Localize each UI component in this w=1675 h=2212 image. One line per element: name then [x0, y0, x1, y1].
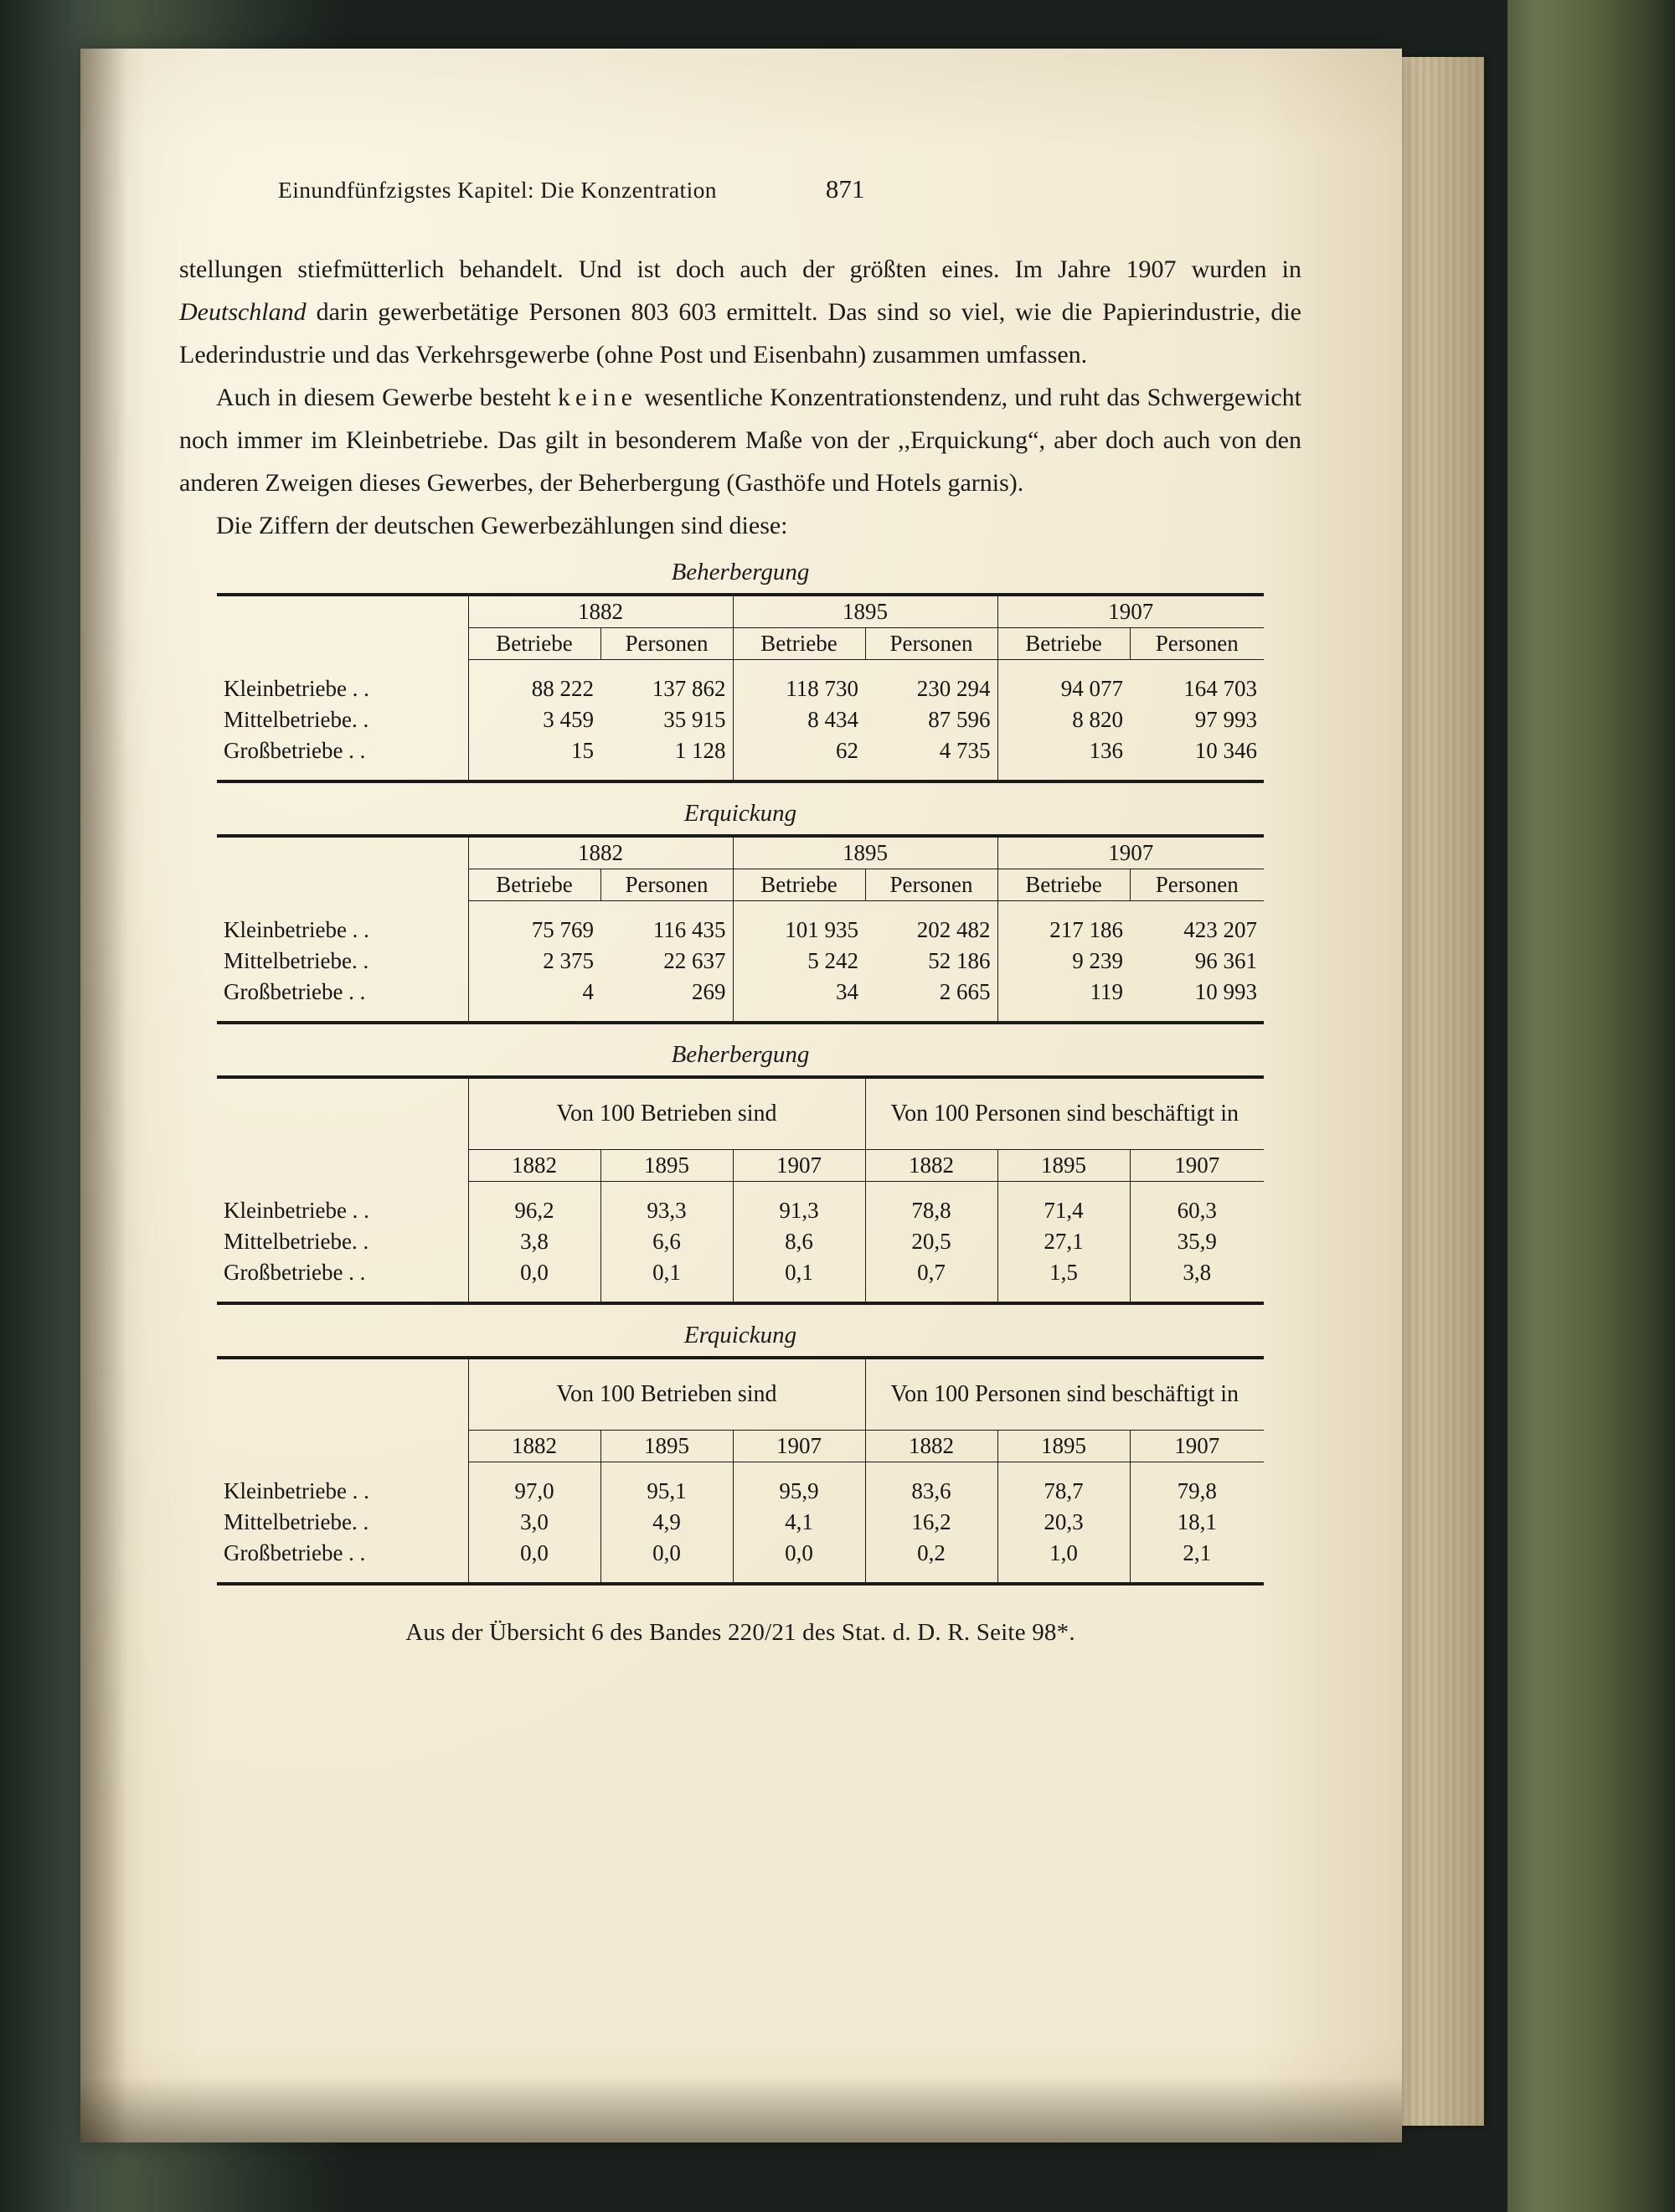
table-1-row-0-label: Kleinbetriebe . . [217, 673, 468, 704]
table-erquickung-percent [217, 1356, 1264, 1591]
table-1-row-0-c5: 164 703 [1183, 676, 1257, 701]
paragraph-1 [179, 248, 1301, 376]
table-2-row-2-c4: 119 [1090, 979, 1123, 1004]
table-4-sub-b-1882: 1882 [468, 1431, 600, 1462]
table-row [217, 1008, 1264, 1023]
table-3-sub-b-1907: 1907 [733, 1150, 865, 1182]
table-3-row-2-c4: 1,5 [997, 1257, 1130, 1288]
table-row [217, 704, 1264, 735]
table-2-row-1-label: Mittelbetriebe. . [217, 946, 468, 977]
table-4-row-0-c1: 95,1 [600, 1476, 733, 1507]
book-page [80, 49, 1402, 2142]
table-2-row-0-c3: 202 482 [865, 915, 997, 946]
table-2-row-0-c1: 116 435 [600, 915, 733, 946]
table-row [217, 901, 1264, 915]
table-2-corner [217, 836, 468, 869]
table-3-group-betriebe: Von 100 Betrieben sind [468, 1077, 865, 1150]
table-4-row-0-label: Kleinbetriebe . . [217, 1476, 468, 1507]
table-1-sub-betriebe-1882: Betriebe [468, 628, 600, 660]
table-4-row-2-c4: 1,0 [997, 1538, 1130, 1569]
table-3-corner [217, 1077, 468, 1150]
table-3-row-0-c1: 93,3 [600, 1195, 733, 1226]
table-row [217, 628, 1264, 660]
table-row [217, 1569, 1264, 1584]
table-2-year-1882: 1882 [468, 836, 733, 869]
table-4-caption: Erquickung [683, 1322, 797, 1348]
table-2-year-1907: 1907 [997, 836, 1264, 869]
table-row [217, 1288, 1264, 1303]
table-1-row-1-c1: 35 915 [600, 704, 733, 735]
table-2-row-1-c3: 52 186 [865, 946, 997, 977]
table-4-sub-b-1907: 1907 [733, 1431, 865, 1462]
table-3-sub-b-1882: 1882 [468, 1150, 600, 1182]
table-1-row-1-c5: 97 993 [1194, 707, 1257, 732]
table-2-row-1-c2: 5 242 [807, 948, 858, 973]
running-head [179, 174, 1301, 204]
table-4-row-2-c3: 0,2 [917, 1540, 946, 1565]
table-row [217, 660, 1264, 674]
table-1-corner-2 [217, 628, 468, 660]
table-3-sub-p-1882: 1882 [865, 1150, 997, 1182]
table-row [217, 1584, 1264, 1591]
table-1-row-2-c3: 4 735 [865, 735, 997, 766]
page-number: 871 [825, 174, 865, 204]
table-2-row-0-c2: 101 935 [785, 917, 858, 942]
table-row [217, 1462, 1264, 1477]
table-4-row-1-c4: 20,3 [997, 1507, 1130, 1538]
table-1-sub-personen-1907: Personen [1130, 628, 1264, 660]
table-row [217, 1195, 1264, 1226]
table-2-row-2-c2: 34 [836, 979, 858, 1004]
source-note: Aus der Übersicht 6 des Bandes 220/21 des Stat. d. D. R. Seite 98*. [405, 1619, 1075, 1646]
table-4-row-0-c3: 83,6 [911, 1478, 951, 1503]
table-1-row-2-c0: 15 [571, 738, 594, 763]
table-3-row-1-label: Mittelbetriebe. . [217, 1226, 468, 1257]
table-beherbergung-percent [217, 1075, 1264, 1310]
table-3-row-0-c0: 96,2 [514, 1198, 554, 1223]
table-2-caption: Erquickung [683, 800, 797, 827]
table-1-row-0-c3: 230 294 [865, 673, 997, 704]
table-1-year-1895: 1895 [733, 595, 997, 628]
table-row [217, 735, 1264, 766]
table-1-row-1-c4: 8 820 [1072, 707, 1123, 732]
table-row [217, 673, 1264, 704]
table-4-row-0-c4: 78,7 [997, 1476, 1130, 1507]
table-1-sub-personen-1882: Personen [600, 628, 733, 660]
table-1-row-0-c4: 94 077 [1060, 676, 1123, 701]
table-row [217, 1150, 1264, 1182]
table-3-sub-p-1907: 1907 [1130, 1150, 1264, 1182]
table-3-sub-b-1895: 1895 [600, 1150, 733, 1182]
table-3-row-2-c2: 0,1 [733, 1257, 865, 1288]
table-4-row-1-c5: 18,1 [1177, 1509, 1217, 1534]
table-4-row-0-c2: 95,9 [733, 1476, 865, 1507]
table-3-row-1-c2: 8,6 [733, 1226, 865, 1257]
table-4-group-betriebe: Von 100 Betrieben sind [468, 1358, 865, 1431]
table-1-corner [217, 595, 468, 628]
table-3-row-2-label: Großbetriebe . . [217, 1257, 468, 1288]
paragraph-2 [179, 376, 1301, 504]
table-1-sub-personen-1895: Personen [865, 628, 997, 660]
table-2-row-2-label: Großbetriebe . . [217, 977, 468, 1008]
table-3-row-1-c0: 3,8 [520, 1229, 549, 1254]
table-erquickung-absolute [217, 834, 1264, 1029]
table-1-row-1-label: Mittelbetriebe. . [217, 704, 468, 735]
table-3-row-2-c0: 0,0 [520, 1260, 549, 1285]
table-2-row-2-c1: 269 [600, 977, 733, 1008]
table-1-row-2-c4: 136 [1089, 738, 1123, 763]
table-4-row-2-c2: 0,0 [733, 1538, 865, 1569]
table-row [217, 1226, 1264, 1257]
table-2-sub-betriebe-1895: Betriebe [733, 869, 865, 901]
table-1-row-1-c2: 8 434 [807, 707, 858, 732]
table-row [217, 1182, 1264, 1196]
table-4-sub-p-1907: 1907 [1130, 1431, 1264, 1462]
table-row [217, 977, 1264, 1008]
table-3-row-1-c3: 20,5 [911, 1229, 951, 1254]
table-beherbergung-absolute [217, 593, 1264, 788]
table-4-row-2-label: Großbetriebe . . [217, 1538, 468, 1569]
table-row [217, 946, 1264, 977]
table-row [217, 1431, 1264, 1462]
table-4-row-2-c1: 0,0 [600, 1538, 733, 1569]
table-4-row-0-c5: 79,8 [1177, 1478, 1217, 1503]
table-3-row-2-c5: 3,8 [1183, 1260, 1212, 1285]
table-1-row-1-c0: 3 459 [543, 707, 594, 732]
table-1-sub-betriebe-1895: Betriebe [733, 628, 865, 660]
table-row [217, 869, 1264, 901]
table-4-corner [217, 1358, 468, 1431]
table-3-row-0-label: Kleinbetriebe . . [217, 1195, 468, 1226]
table-4-row-1-label: Mittelbetriebe. . [217, 1507, 468, 1538]
paragraph-3: Die Ziffern der deutschen Gewerbezählungen sind diese: [216, 512, 788, 539]
table-1-sub-betriebe-1907: Betriebe [997, 628, 1130, 660]
table-2-year-1895: 1895 [733, 836, 997, 869]
table-2-row-2-c0: 4 [582, 979, 594, 1004]
table-3-group-personen: Von 100 Personen sind beschäftigt in [865, 1077, 1264, 1150]
table-2-sub-betriebe-1882: Betriebe [468, 869, 600, 901]
table-1-year-1882: 1882 [468, 595, 733, 628]
table-2-row-1-c5: 96 361 [1194, 948, 1257, 973]
table-2-sub-betriebe-1907: Betriebe [997, 869, 1130, 901]
table-row [217, 781, 1264, 788]
table-2-row-1-c1: 22 637 [600, 946, 733, 977]
table-3-row-1-c5: 35,9 [1177, 1229, 1217, 1254]
table-row [217, 766, 1264, 781]
table-4-sub-b-1895: 1895 [600, 1431, 733, 1462]
table-1-row-2-label: Großbetriebe . . [217, 735, 468, 766]
table-row [217, 1257, 1264, 1288]
table-1-caption: Beherbergung [671, 559, 810, 585]
table-1-row-2-c2: 62 [836, 738, 858, 763]
table-row [217, 1476, 1264, 1507]
table-row [217, 1538, 1264, 1569]
table-row [217, 836, 1264, 869]
table-2-row-0-c0: 75 769 [531, 917, 594, 942]
table-1-row-0-c1: 137 862 [600, 673, 733, 704]
table-row [217, 595, 1264, 628]
table-4-row-1-c0: 3,0 [520, 1509, 549, 1534]
table-1-row-0-c0: 88 222 [531, 676, 594, 701]
keine-emphasis: keine [557, 384, 637, 411]
table-3-row-2-c1: 0,1 [600, 1257, 733, 1288]
paragraph-2-part-1: Auch in diesem Gewerbe besteht [216, 384, 558, 411]
paragraph-2-part-2: wesentliche Konzentrationstendenz, und ruht das Schwergewicht noch immer im Kleinbetriebe. Das gilt in besonderem Maße von der ,,Erquickung“, aber doch auch von den anderen Zweigen dieses Gewerbes, der Beherbergung (Gasthöfe und Hotels garnis). [179, 384, 1301, 497]
table-3-row-2-c3: 0,7 [917, 1260, 946, 1285]
table-row [217, 1507, 1264, 1538]
table-4-group-personen: Von 100 Personen sind beschäftigt in [865, 1358, 1264, 1431]
table-2-row-0-c5: 423 207 [1183, 917, 1257, 942]
table-3-row-0-c4: 71,4 [997, 1195, 1130, 1226]
table-4-row-1-c1: 4,9 [600, 1507, 733, 1538]
table-row [217, 1077, 1264, 1150]
running-head-title: Einundfünfzigstes Kapitel: Die Konzentration [278, 177, 717, 203]
table-1-year-1907: 1907 [997, 595, 1264, 628]
table-3-row-0-c3: 78,8 [911, 1198, 951, 1223]
table-2-row-0-c4: 217 186 [1049, 917, 1123, 942]
country-name-emphasis: Deutschland [179, 298, 307, 326]
table-row [217, 1303, 1264, 1310]
table-3-row-1-c4: 27,1 [997, 1226, 1130, 1257]
table-4-row-2-c5: 2,1 [1183, 1540, 1212, 1565]
table-1-row-1-c3: 87 596 [865, 704, 997, 735]
table-4-row-2-c0: 0,0 [520, 1540, 549, 1565]
table-3-row-0-c5: 60,3 [1177, 1198, 1217, 1223]
book-cover-spine-right [1508, 0, 1675, 2212]
table-row [217, 915, 1264, 946]
table-2-sub-personen-1895: Personen [865, 869, 997, 901]
table-3-sub-p-1895: 1895 [997, 1150, 1130, 1182]
table-3-corner-2 [217, 1150, 468, 1182]
page-content [179, 174, 1301, 1647]
table-row [217, 1358, 1264, 1431]
table-4-sub-p-1882: 1882 [865, 1431, 997, 1462]
paragraph-1-part-1: stellungen stiefmütterlich behandelt. Und ist doch auch der größten eines. Im Jahre 1907 wurden in [179, 255, 1301, 283]
table-2-sub-personen-1882: Personen [600, 869, 733, 901]
table-3-row-1-c1: 6,6 [600, 1226, 733, 1257]
table-4-corner-2 [217, 1431, 468, 1462]
table-1-row-0-c2: 118 730 [786, 676, 858, 701]
table-3-caption: Beherbergung [671, 1041, 810, 1068]
table-1-row-2-c1: 1 128 [600, 735, 733, 766]
table-3-row-0-c2: 91,3 [733, 1195, 865, 1226]
table-1-row-2-c5: 10 346 [1194, 738, 1257, 763]
table-2-sub-personen-1907: Personen [1130, 869, 1264, 901]
table-4-row-1-c2: 4,1 [733, 1507, 865, 1538]
table-4-row-0-c0: 97,0 [514, 1478, 554, 1503]
table-2-row-2-c5: 10 993 [1194, 979, 1257, 1004]
table-4-sub-p-1895: 1895 [997, 1431, 1130, 1462]
paragraph-1-part-2: darin gewerbetätige Personen 803 603 ermittelt. Das sind so viel, wie die Papierindustrie, die Lederindustrie und das Verkehrsgewerbe (ohne Post und Eisenbahn) zusammen umfassen. [179, 298, 1301, 369]
table-2-corner-2 [217, 869, 468, 901]
table-4-row-1-c3: 16,2 [911, 1509, 951, 1534]
table-2-row-1-c0: 2 375 [543, 948, 594, 973]
table-2-row-1-c4: 9 239 [1072, 948, 1123, 973]
table-row [217, 1023, 1264, 1029]
table-2-row-0-label: Kleinbetriebe . . [217, 915, 468, 946]
table-2-row-2-c3: 2 665 [865, 977, 997, 1008]
